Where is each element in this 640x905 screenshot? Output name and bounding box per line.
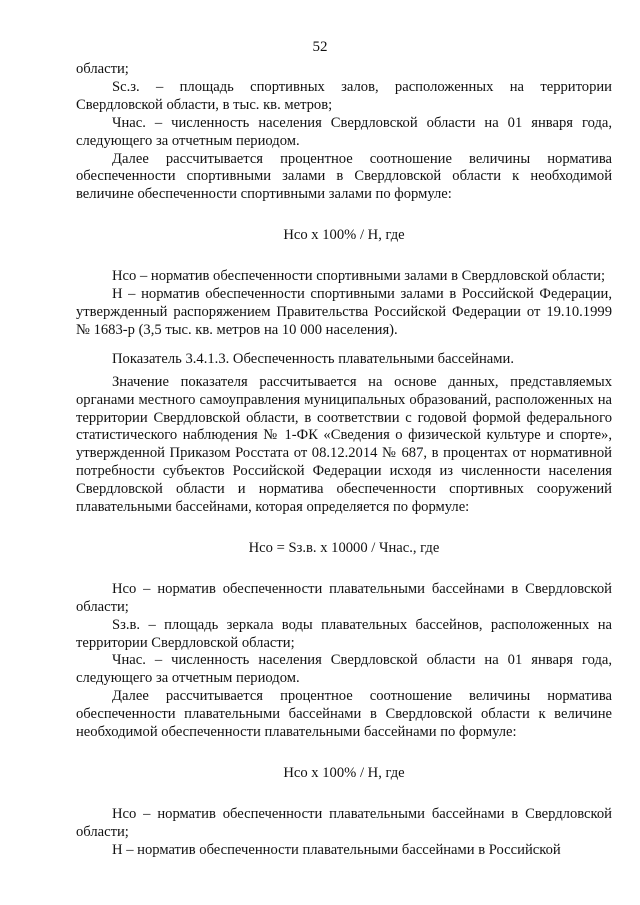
formula-halls-percent: Нсо x 100% / Н, где [283,227,405,244]
definition-sports-hall-area: Sc.з. – площадь спортивных залов, расположенных на территории Свердловской области, в тыс. кв. метров; [76,78,612,113]
paragraph-percent-ratio-pools: Далее рассчитывается процентное соотношение величины норматива обеспеченности плавательными бассейнами в Свердловской области к величине необходимой обеспеченности плавательными бассейнами по формуле: [76,688,612,741]
page-number: 52 [312,39,328,55]
formula-pools-percent: Нсо x 100% / Н, где [283,765,405,781]
indicator-heading-pools: Показатель 3.4.1.3. Обеспеченность плавательными бассейнами. [112,350,514,367]
definition-n-halls: Н – норматив обеспеченности спортивными залами в Российской Федерации, утвержденный распоряжением Правительства Российской Федерации от 19.10.1999 № 1683-р (3,5 тыс. кв. метров на 10 000 населения). [76,286,612,338]
definition-nso-pools: Нсо – норматив обеспеченности плавательными бассейнами в Свердловской области; [76,580,612,615]
definition-population-2: Чнас. – численность населения Свердловской области на 01 января года, следующего за отчетным периодом. [76,652,612,687]
definition-water-surface-area: Sз.в. – площадь зеркала воды плавательных бассейнов, расположенных на территории Свердловской области; [76,616,612,651]
definition-nso-pools-2: Нсо – норматив обеспеченности плавательными бассейнами в Свердловской области; [76,805,612,840]
paragraph-continuation: области; [76,61,129,77]
definition-n-pools: Н – норматив обеспеченности плавательными бассейнами в Российской [112,841,561,858]
document-body [76,61,612,860]
paragraph-percent-ratio-halls: Далее рассчитывается процентное соотношение величины норматива обеспеченности спортивными залами в Свердловской области к необходимой величине обеспеченности спортивными залами по формуле: [76,150,612,203]
formula-pools-norm: Нсо = Sз.в. x 10000 / Чнас., где [248,539,440,556]
definition-population: Чнас. – численность населения Свердловской области на 01 января года, следующего за отчетным периодом. [76,114,612,149]
definition-nso-halls: Нсо – норматив обеспеченности спортивными залами в Свердловской области; [112,268,606,285]
paragraph-indicator-calculation: Значение показателя рассчитывается на основе данных, представляемых органами местного самоуправления муниципальных образований, расположенных на территории Свердловской области, в соответствии с годовой формой федерального статистического наблюдения № 1-ФК «Сведения о физической культуре и спорте», утвержденной Приказом Росстата от 08.12.2014 № 687, в процентах от нормативной потребности субъектов Российской Федерации исходя из численности населения Свердловской области и норматива обеспеченности спортивных сооружений плавательными бассейнами, которая определяется по формуле: [76,373,612,516]
